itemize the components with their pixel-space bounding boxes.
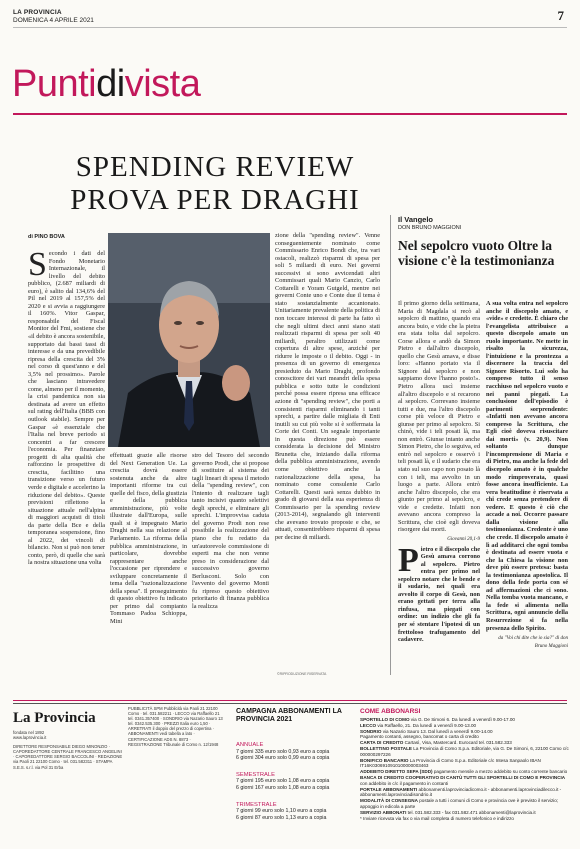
drop-cap: S	[28, 250, 47, 283]
subscribe-item: SERVIZIO ABBONATI tel. 031.582.333 - fax 031.582.471 abbonamenti@laprovincia.it	[360, 809, 536, 815]
article-column-3: stro del Tesoro del secondo governo Prodi, che si propose di sostituire al sistema dei tagli lineari di spesa il metodo della "spending review", con l'intento di realizzare tagli tanto incisivi quanto selettivi degli sprechi, e eliminare gli sprechi. L'improvvisa caduta del governo Prodi non rese possibile la realizzazione del piano che fu redatto da un'autorevole commissione di esperti ma che non venne preso in considerazione dal successivo governo Berlusconi. Solo con l'avvento del governo Monti fu ripreso questo obiettivo prioritario di finanza pubblica la realizza	[192, 452, 269, 610]
vangelo-source-note: da "Voi chi dite che io sia?" di don Bruno Maggioni	[498, 636, 568, 649]
subscribe-item: PORTALE ABBONAMENTI abbonamenti.laprovinciadicomo.it - abbonamenti.laprovinciadilecco.it - abbonamenti.laprovinciadisondrio.it	[360, 786, 562, 798]
vangelo-column-2: A sua volta entra nel sepolcro anche il discepolo amato, e «vide» e credette. È chiaro che l'evangelista attribuisce a questo discepolo amato un ruolo importante. Ne mette in risalto la sicurezza, l'intuizione e la prontezza a discernere la traccia del Signore Risorto. Lui solo ha compreso tutto il senso racchiuso nel sepolcro vuoto e nei panni piegati. La conclusione dell'episodio è parimenti sorprendente: «Infatti non avevano ancora compreso la Scrittura, che Egli cioè doveva risuscitare dai morti» (v. 20,9). Non soltanto dunque l'incomprensione di Maria e di Pietro, ma anche la fede del discepolo amato è in qualche modo rimproverata, quasi fosse ancora insufficiente. La vera beatitudine è riservata a chi crede senza pretendere di vedere. E questo è ciò che accade a noi. Occorre passare dalla visione alla testimonianza. Credente è uno che crede. Il discepolo amato è lì ad additarci che ogni tomba è destinata ad essere vuota e che la Chiesa la visione non deve più essere pretesa: basta la testimonianza apostolica. Il dono della fede porta con sé ad affermazioni che ci sono. Nella tomba vuota mancano, e la fede si alimenta nella Scrittura, ogni annuncio della Resurrezione si fa nella presenza dello Spirito. da "Voi chi dite che io sia?" di don Bruno Maggioni	[486, 300, 568, 649]
how-to-subscribe-title: COME ABBONARSI	[360, 708, 421, 715]
footer-logo: La Provincia	[13, 710, 96, 726]
article-column-4: zione della "spending review". Venne conseguentemente nominato come Commissario Enrico Bondi che, tra vari ostacoli, realizzò risparmi di spesa per soli 5 miliardi di euro. Nei governi successivi si sono avvicendati altri Commissari quali Mario Canzio, Carlo Cottarelli e Yoram Gutgeld, mentre nei governi Conte uno e Conte due il tema è stato sostanzialmente accantonato. Unitariamente prevalente della politica di non toccare interessi di parte ha fatto sì che negli ultimi dieci anni siano stati realizzati risparmi di spesa per soli 40 miliardi, peraltro utilizzati come copertura di altre spese, anziché per ridurre le imposte o il debito. Oggi - in presenza di un governo di emergenza presieduto da Mario Draghi, profondo conoscitore dei vari meandri della spesa pubblica e sotto tutte le condizioni perché possa essere ripresa una efficace azione di "spending review", che porti a consistenti risparmi eliminando i tanti sprechi, a partire dalle migliaia di Enti inutili su cui più volte si è soffermata la Corte dei Conti. Un segnale importante in questa direzione può essere considerata la decisione del Ministro Brunetta che, iniziando dalla riforma della pubblica amministrazione, avendo come obiettivo anche la razionalizzazione della spesa, ha nominato come consulente Carlo Cottarelli. Questi sarà senza dubbio in grado di giovarsi della sua esperienza di Commissario per la spending review (2013-2014), segnalando gli interventi che avevano trovato proposte e che, se attuati, consentirebbero risparmi di spesa per decine di miliardi.	[275, 232, 380, 541]
subscribe-item: BOLLETTINO POSTALE La Provincia di Como S.p.a. Editoriale, via G. De Simoni, 6, 22100 Como c/c 000000297226	[360, 745, 569, 757]
drop-cap-2: P	[398, 541, 419, 579]
section-title: Puntidivista	[12, 63, 201, 105]
subscribe-item: Pagamento contanti, assegno, bancomat o carta di credito	[360, 734, 479, 740]
subscribe-item: SONDRIO via Nazario Sauro 13. Dal lunedì a venerdì 9.00-14.00	[360, 728, 493, 734]
vangelo-column-1: Il primo giorno della settimana, Maria di Magdala si recò al sepolcro di mattino, quando era ancora buio, e vide che la pietra era stata tolta dal sepolcro. Corse allora e andò da Simon Pietro e dall'altro discepolo, quello che Gesù amava, e disse loro: «Hanno portato via il Signore dal sepolcro e non sappiamo dove l'hanno posto!». Pietro allora uscì insieme all'altro discepolo e si recarono al sepolcro. Correvano insieme tutti e due, ma l'altro discepolo corse più veloce di Pietro e giunse per primo al sepolcro. Si chinò, vide i teli posati là, ma non entrò. Giunse intanto anche Simon Pietro, che lo seguiva, ed entrò nel sepolcro e osservò i teli posati là, e il sudario che era stato sul suo capo non posato là con i teli, ma avvolto in un luogo a parte. Allora entrò anche l'altro discepolo, che era giunto per primo al sepolcro, e vide e credette. Infatti non avevano ancora compreso la Scrittura, che cioè egli doveva risorgere dai morti. Giovanni 20,1-9 Pietro e il discepolo che Gesù amava corrono al sepolcro. Pietro entra per primo nel sepolcro notare che le bende e il sudario, nei quali era avvolto il corpo di Gesù, non erano gettati per terra alla rinfusa, ma piegati con ordine: un indizio che gli fa per sé stentare l'ipotesi di un frettoloso trafugamento del cadavere.	[398, 300, 480, 644]
issue-date: DOMENICA 4 APRILE 2021	[13, 17, 94, 24]
vangelo-label: Il Vangelo	[398, 215, 434, 224]
subscribe-item: BONIFICO BANCARIO La Provincia di Como S.p.a. Editoriale c/c Intesa Sanpaolo IBAN IT16K0306910910100000003463	[360, 757, 541, 769]
article-headline: SPENDING REVIEW PROVA PER DRAGHI	[70, 151, 360, 216]
footer-divider	[13, 703, 567, 704]
subscribe-item: * Inviare ricevuta via fax o via mail completa di numero telefonico e indirizzo	[360, 815, 514, 821]
subscribe-item: MODALITÀ DI CONSEGNA postale a tutti i comuni di Como e provincia ove è previsto il servizio; appoggio in edicola a parte	[360, 798, 559, 809]
subscription-prices: ANNUALE 7 giorni 335 euro solo 0,93 euro a copia 6 giorni 304 euro solo 0,99 euro a copia SEMESTRALE 7 giorni 195 euro solo 1,08 euro a copia 6 giorni 167 euro solo 1,08 euro a copia TRIMESTRALE 7 giorni 99 euro solo 1,10 euro a copia 6 giorni 87 euro solo 1,13 euro a copia	[236, 742, 330, 821]
vangelo-title: Nel sepolcro vuoto Oltre la visione c'è la testimonianza	[398, 238, 555, 268]
copyright-note: ©RIPRODUZIONE RISERVATA	[277, 672, 327, 676]
scripture-reference: Giovanni 20,1-9	[447, 536, 480, 542]
section-divider	[13, 113, 567, 115]
header-divider	[13, 27, 567, 28]
article-column-1: Secondo i dati del Fondo Monetario Internazionale, il livello del debito pubblico, (2.687 miliardi di euro), è salito dal 134,6% del Pil nel 2019 al 157,5% del 2020 e si avvia a raggiungere il 160%. Vitor Gaspar, responsabile del Fiscal Monitor del Fmi, sostiene che «il debito è ancora sostenibile, supportato dai bassi tassi di interesse e da una prevedibile ripresa della crescita del 3% nel corso di quest'anno e del 3,5% nel prossimo». Parole che lasciano intravedere come, almeno per il momento, la crisi pandemica non sia destinata ad avere un effetto sul rating dell'Italia (BBB con outlook stabile). Sempre per Gaspar «è essenziale che l'Italia nel breve periodo si concentri a far crescere l'economia. Per finanziare progetti di alta qualità che rafforzino le prospettive di crescita, facilitino una transizione verso un futuro verde e digitale e accelerino la riduzione del debito». Queste previsioni riflettono la situazione attuale nell'alpina di maggiori acquisti di titoli da parte della Bce e della temporanea sospensione, fino al 2022, dei vincoli di bilancio. Non si può non tener conto, però, di quelle che sarà la nostra situazione una volta	[28, 250, 105, 567]
article-column-2: effettuati grazie alle risorse del Next Generation Ue. La crescita dovrà essere sostenuta anche da altre importanti riforme tra cui quelle del fisco, della giustizia e della pubblica amministrazione, più volte illustrate dall'Europa, sulle quali si è impegnato Mario Draghi nella sua relazione al Parlamento. La riforma della pubblica amministrazione, in particolare, dovrebbe rappresentare anche l'occasione per riprendere e sviluppare concretamente il tema della "razionalizzazione della spesa". Il proseguimento di questo obiettivo fu indicato per primo dal compianto Tommaso Padoa Schioppa, Mini	[110, 452, 187, 626]
masthead	[13, 9, 94, 25]
footer-staff: fondata nel 1892 www.laprovincia.it DIRETTORE RESPONSABILE DIEGO MINONZIO · CAPOREDATTORE CENTRALE FRANCESCO ANGELINI · CAPOREDATTORE SERGIO BACCOLINI · REDAZIONE via Paoli 21 22100 Como · tel. 031.582311 · STAMPA S.E.S. s.r.l. via Pol 31 Erba	[13, 730, 123, 770]
column-divider	[390, 215, 391, 675]
vangelo-author: DON BRUNO MAGGIONI	[398, 225, 462, 231]
article-byline: di PINO BOVA	[28, 234, 65, 240]
subscribe-item: LECCO via Raffaello, 21. Da lunedì a venerdì 9.00-13.00	[360, 722, 477, 728]
footer-contacts: PUBBLICITÀ SPM Pubblicità via Paoli 21 22100 Como · tel. 031.582211 · LECCO via Raffaello 21 tel. 0341.357400 · SONDRIO via Nazario Sauro 13 tel. 0342.535.300 · PREZZI Italia euro 1,50 · ARRETRATI il doppio del prezzo di copertina · ABBONAMENTI vedi tabella a lato · CERTIFICAZIONE ADS N. 8873 · REGISTRAZIONE Tribunale di Como n. 12/1948	[128, 706, 223, 747]
page-number: 7	[557, 8, 564, 23]
subscribe-item: BANCA DI CREDITO COOPERATIVO DI CANTÙ TUTTI GLI SPORTELLI DI COMO E PROVINCIA con addebito in c/c il pagamento in contanti	[360, 774, 566, 786]
subscribe-item: CARTA DI CREDITO Cartasì, Visa, Mastercard. Eurocard tel. 031.582.333	[360, 740, 512, 746]
how-to-subscribe-list	[360, 717, 570, 845]
paper-name: LA PROVINCIA	[13, 9, 62, 16]
campaign-title: CAMPAGNA ABBONAMENTI LA PROVINCIA 2021	[236, 708, 342, 724]
article-photo	[108, 233, 270, 447]
portrait-photo-icon	[108, 233, 270, 447]
footer-divider-accent	[13, 700, 567, 701]
subscribe-item: ADDEBITO DIRETTO SEPA (SDD) pagamento mensile a mezzo addebito su conto corrente bancario	[360, 769, 568, 775]
subscribe-item: SPORTELLO DI COMO via G. De Simoni 6. Da lunedì a venerdì 9.00-17.00	[360, 717, 515, 722]
